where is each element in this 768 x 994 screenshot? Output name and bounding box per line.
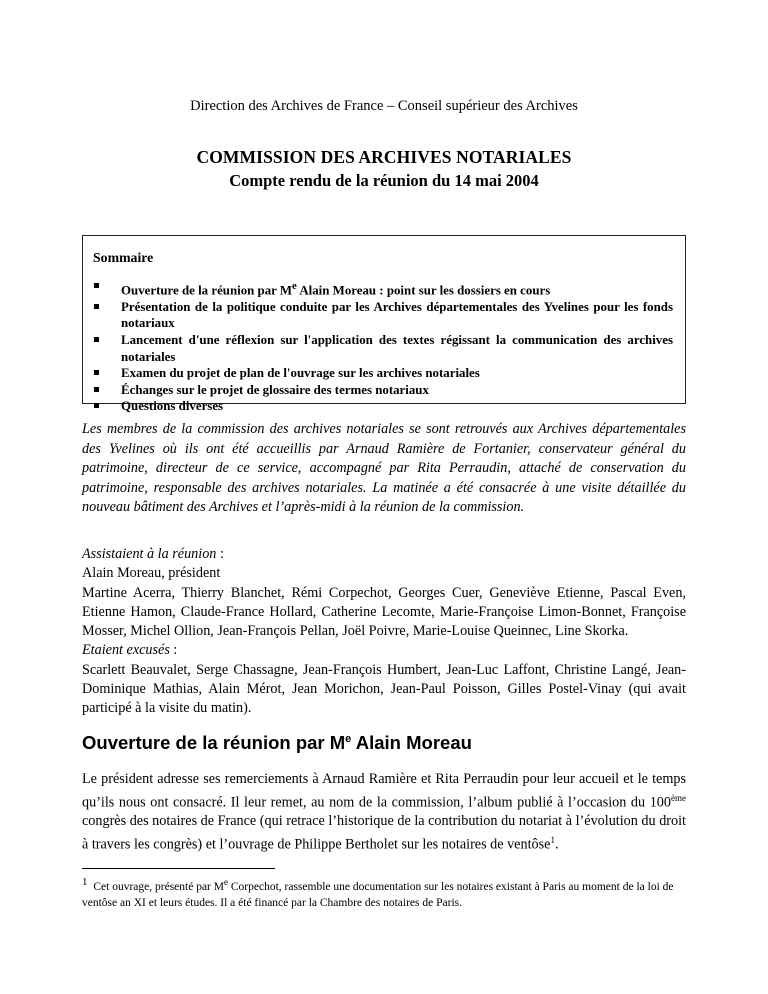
members-list: Martine Acerra, Thierry Blanchet, Rémi Corpechot, Georges Cuer, Geneviève Etienne, Pascal Even, Etienne Hamon, Claude-France Hollard, Catherine Lecomte, Marie-Françoise Limon-Bonnet, Françoise Mosser, Michel Ollion, Jean-François Pellan, Joël Poivre, Marie-Louise Queinnec, Line Skorka. bbox=[82, 584, 686, 640]
footnote-divider bbox=[82, 868, 275, 869]
excused-list: Scarlett Beauvalet, Serge Chassagne, Jean-François Humbert, Jean-Luc Laffont, Christine Langé, Jean-Dominique Mathias, Alain Mérot, Jean Morichon, Jean-Paul Poisson, Gilles Postel-Vinay (qui avait participé à la visite du matin). bbox=[82, 661, 686, 717]
footnote-number: 1 bbox=[82, 876, 88, 888]
footnote-ref[interactable]: 1 bbox=[550, 835, 555, 846]
square-bullet-icon bbox=[94, 387, 99, 392]
square-bullet-icon bbox=[94, 403, 99, 408]
section-heading: Ouverture de la réunion par Me Alain Moreau bbox=[82, 732, 472, 753]
document-subtitle: Compte rendu de la réunion du 14 mai 2004 bbox=[229, 171, 539, 190]
present-label-line: Assistaient à la réunion : bbox=[82, 546, 224, 562]
square-bullet-icon bbox=[94, 337, 99, 342]
president-line: Alain Moreau, président bbox=[82, 565, 221, 582]
summary-box bbox=[82, 235, 686, 414]
summary-item: Examen du projet de plan de l'ouvrage sur les archives notariales bbox=[93, 365, 673, 382]
excused-label-line: Etaient excusés : bbox=[82, 642, 178, 659]
summary-item: Présentation de la politique conduite par les Archives départementales des Yvelines pour les fonds notariaux bbox=[93, 299, 673, 332]
intro-paragraph: Les membres de la commission des archives notariales se sont retrouvés aux Archives départementales des Yvelines où ils ont été accueillis par Arnaud Ramière de Fortanier, conservateur général du patrimoine, directeur de ce service, accompagné par Rita Perraudin, attaché de conservation du patrimoine, responsable des archives notariales. La matinée a été consacrée à une visite détaillée du nouveau bâtiment des Archives et l’après-midi à la réunion de la commission. bbox=[82, 421, 686, 515]
square-bullet-icon bbox=[94, 304, 99, 309]
summary-list bbox=[93, 278, 673, 415]
document-title: COMMISSION DES ARCHIVES NOTARIALES bbox=[196, 147, 572, 167]
excused-label: Etaient excusés bbox=[82, 642, 170, 659]
present-label: Assistaient à la réunion bbox=[82, 546, 217, 562]
attendance-block bbox=[82, 545, 686, 719]
summary-item: Questions diverses bbox=[93, 398, 673, 415]
summary-title: Sommaire bbox=[93, 250, 154, 265]
summary-item: Lancement d'une réflexion sur l'application des textes régissant la communication des archives notariales bbox=[93, 332, 673, 365]
square-bullet-icon bbox=[94, 370, 99, 375]
summary-item: Échanges sur le projet de glossaire des termes notariaux bbox=[93, 382, 673, 399]
section-paragraph: Le président adresse ses remerciements à Arnaud Ramière et Rita Perraudin pour leur accueil et le temps qu’ils nous ont consacré. Il leur remet, au nom de la commission, l’album publié à l’occasion du 100ème congrès des notaires de France (qui retrace l’historique de la contribution du notariat à l’évolution du droit à travers les congrès) et l’ouvrage de Philippe Bertholet sur les notaires de ventôse$^1$. bbox=[82, 771, 686, 853]
summary-item: Ouverture de la réunion par Me Alain Moreau : point sur les dossiers en cours bbox=[93, 278, 673, 299]
organization-line: Direction des Archives de France – Conseil supérieur des Archives bbox=[190, 98, 578, 114]
footnote: 1 Cet ouvrage, présenté par Me Corpechot, rassemble une documentation sur les notaires existant à Paris au moment de la loi de ventôse an XI et leurs études. Il a été financé par la Chambre des notaires de Paris. bbox=[82, 876, 674, 909]
square-bullet-icon bbox=[94, 283, 99, 288]
